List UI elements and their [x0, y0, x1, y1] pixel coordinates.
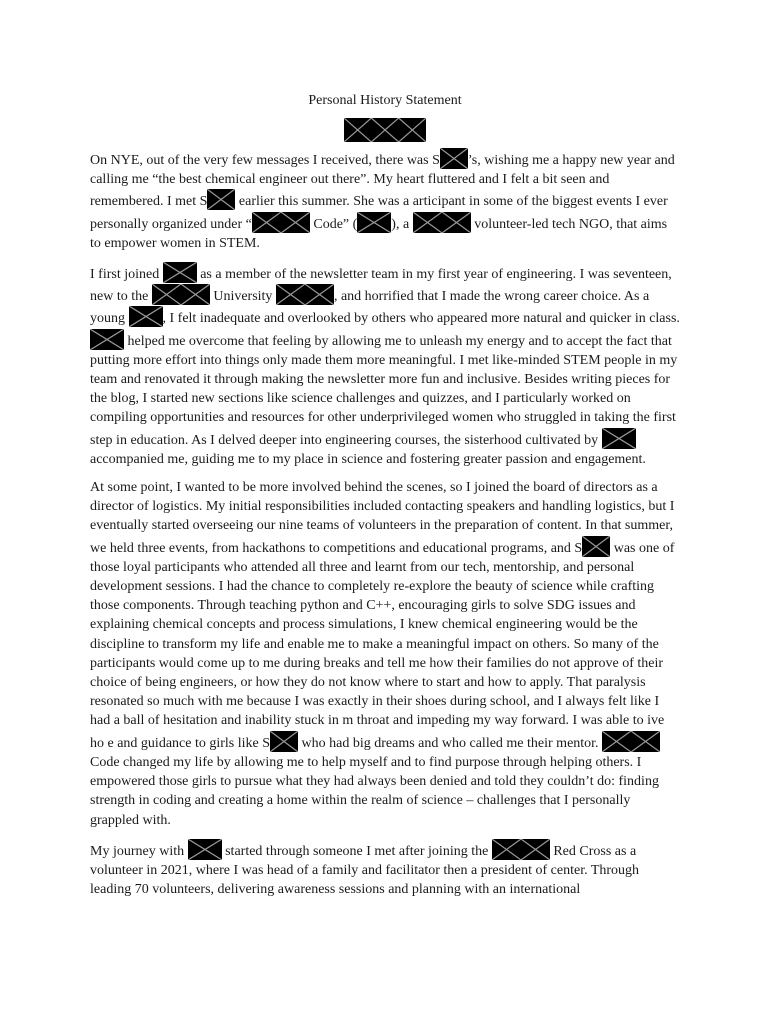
text-segment: helped me overcome that feeling by allowing me to unleash my energy and to accept the fact that putting more effort into things only made them more meaningful. I met like-minded STEM people in my team and renovated it through making the newsletter more fun and inclusive. Besides writing pieces for the blog, I started new sections like science challenges and quizzes, and I particularly worked on compiling opportunities and resources for other underprivileged women who struggled in taking the first step in education. As I delved deeper into engineering courses, the sisterhood cultivated by: [90, 333, 678, 448]
redaction-box: [252, 212, 310, 233]
redaction-box: [357, 212, 391, 233]
redaction-box: [276, 284, 334, 305]
redaction-cross-icon: [602, 428, 636, 449]
text-segment: ’s, wishing me a happy new year and calling me “the best chemical engineer out there”. My heart fluttered and I felt a bit seen and remembered. I met S: [90, 153, 675, 210]
redaction-box: [582, 536, 610, 557]
redaction-box: [152, 284, 210, 305]
text-segment: I first joined: [90, 267, 163, 283]
redaction-box: [90, 329, 124, 350]
text-segment: University: [209, 289, 276, 305]
text-segment: started through someone I met after joining the: [221, 843, 492, 859]
paragraph-3: [90, 478, 680, 830]
redaction-cross-icon: [344, 118, 426, 142]
text-segment: My journey with: [90, 843, 188, 859]
text-segment: earlier this summer. She was a articipant in some of the biggest events I ever personally organized under “: [90, 194, 668, 232]
redaction-cross-icon: [152, 284, 210, 305]
redaction-cross-icon: [90, 329, 124, 350]
redaction-box: [602, 428, 636, 449]
text-segment: At some point, I wanted to be more involved behind the scenes, so I joined the board of directors as a director of logistics. My initial responsibilities included contacting speakers and handling logistics, but I eventually started overseeing our nine teams of volunteers in the preparation of content. In that summer, we held three events, from hackathons to competitions and educational programs, and S: [90, 480, 675, 556]
redaction-cross-icon: [188, 839, 222, 860]
text-segment: was one of those loyal participants who attended all three and learnt from our tech, mentorship, and personal development sessions. I had the chance to completely re-explore the beauty of science while crafting those components. Through teaching python and C++, encouraging girls to solve SDG issues and explaining chemical concepts and process simulations, I knew chemical engineering would be the discipline to transform my life and enable me to make a meaningful impact on others. So many of the participants would come up to me during breaks and tell me how their families do not approve of their choice of being engineers, or how they do not know where to start and how to apply. That paralysis resonated so much with me because I was exactly in their shoes during school, and I always felt like I had a ball of hesitation and inability stuck in m throat and impeding my way forward. I was able to ive ho e and guidance to girls like S: [90, 540, 675, 751]
redacted-author-name: [90, 118, 680, 142]
text-segment: who had big dreams and who called me their mentor.: [298, 735, 603, 751]
redaction-box: [413, 212, 471, 233]
text-segment: accompanied me, guiding me to my place in science and fostering greater passion and engagement.: [90, 451, 646, 467]
paragraph-2: [90, 262, 680, 469]
text-segment: Code” (: [309, 216, 358, 232]
redaction-box: [602, 731, 660, 752]
redaction-cross-icon: [252, 212, 310, 233]
redaction-box: [492, 839, 550, 860]
text-segment: volunteer-led tech NGO, that aims to empower women in STEM.: [90, 216, 668, 251]
text-segment: On NYE, out of the very few messages I received, there was S: [90, 153, 440, 168]
redaction-box: [440, 148, 468, 169]
document-title: Personal History Statement: [308, 93, 462, 108]
redaction-cross-icon: [492, 839, 550, 860]
redaction-box: [344, 118, 426, 142]
text-segment: , and horrified that I made the wrong career choice. As a young: [90, 289, 650, 327]
redaction-cross-icon: [413, 212, 471, 233]
text-segment: as a member of the newsletter team in my first year of engineering. I was seventeen, new to the: [90, 267, 672, 305]
text-segment: Code changed my life by allowing me to help myself and to find purpose through helping others. I empowered those girls to pursue what they had always been denied and told they couldn’t do: finding strength in coding and creating a home within the realm of science – challenges that I personally grappled with.: [90, 754, 659, 828]
redaction-cross-icon: [276, 284, 334, 305]
redaction-cross-icon: [207, 189, 235, 210]
text-segment: , I felt inadequate and overlooked by others who appeared more natural and quicker in class.: [162, 311, 680, 327]
redaction-cross-icon: [163, 262, 197, 283]
paragraph-4: [90, 839, 680, 900]
redaction-cross-icon: [357, 212, 391, 233]
redaction-cross-icon: [582, 536, 610, 557]
paragraph-1: [90, 148, 680, 253]
text-segment: ), a: [391, 216, 413, 232]
redaction-cross-icon: [602, 731, 660, 752]
redaction-box: [129, 306, 163, 327]
redaction-cross-icon: [440, 148, 468, 169]
redaction-cross-icon: [270, 731, 298, 752]
redaction-box: [188, 839, 222, 860]
redaction-box: [207, 189, 235, 210]
redaction-cross-icon: [129, 306, 163, 327]
text-segment: Red Cross as a volunteer in 2021, where I was head of a family and facilitator then a president of center. Through leading 70 volunteers, delivering awareness sessions and planning with an international: [90, 843, 640, 898]
redaction-box: [163, 262, 197, 283]
redaction-box: [270, 731, 298, 752]
